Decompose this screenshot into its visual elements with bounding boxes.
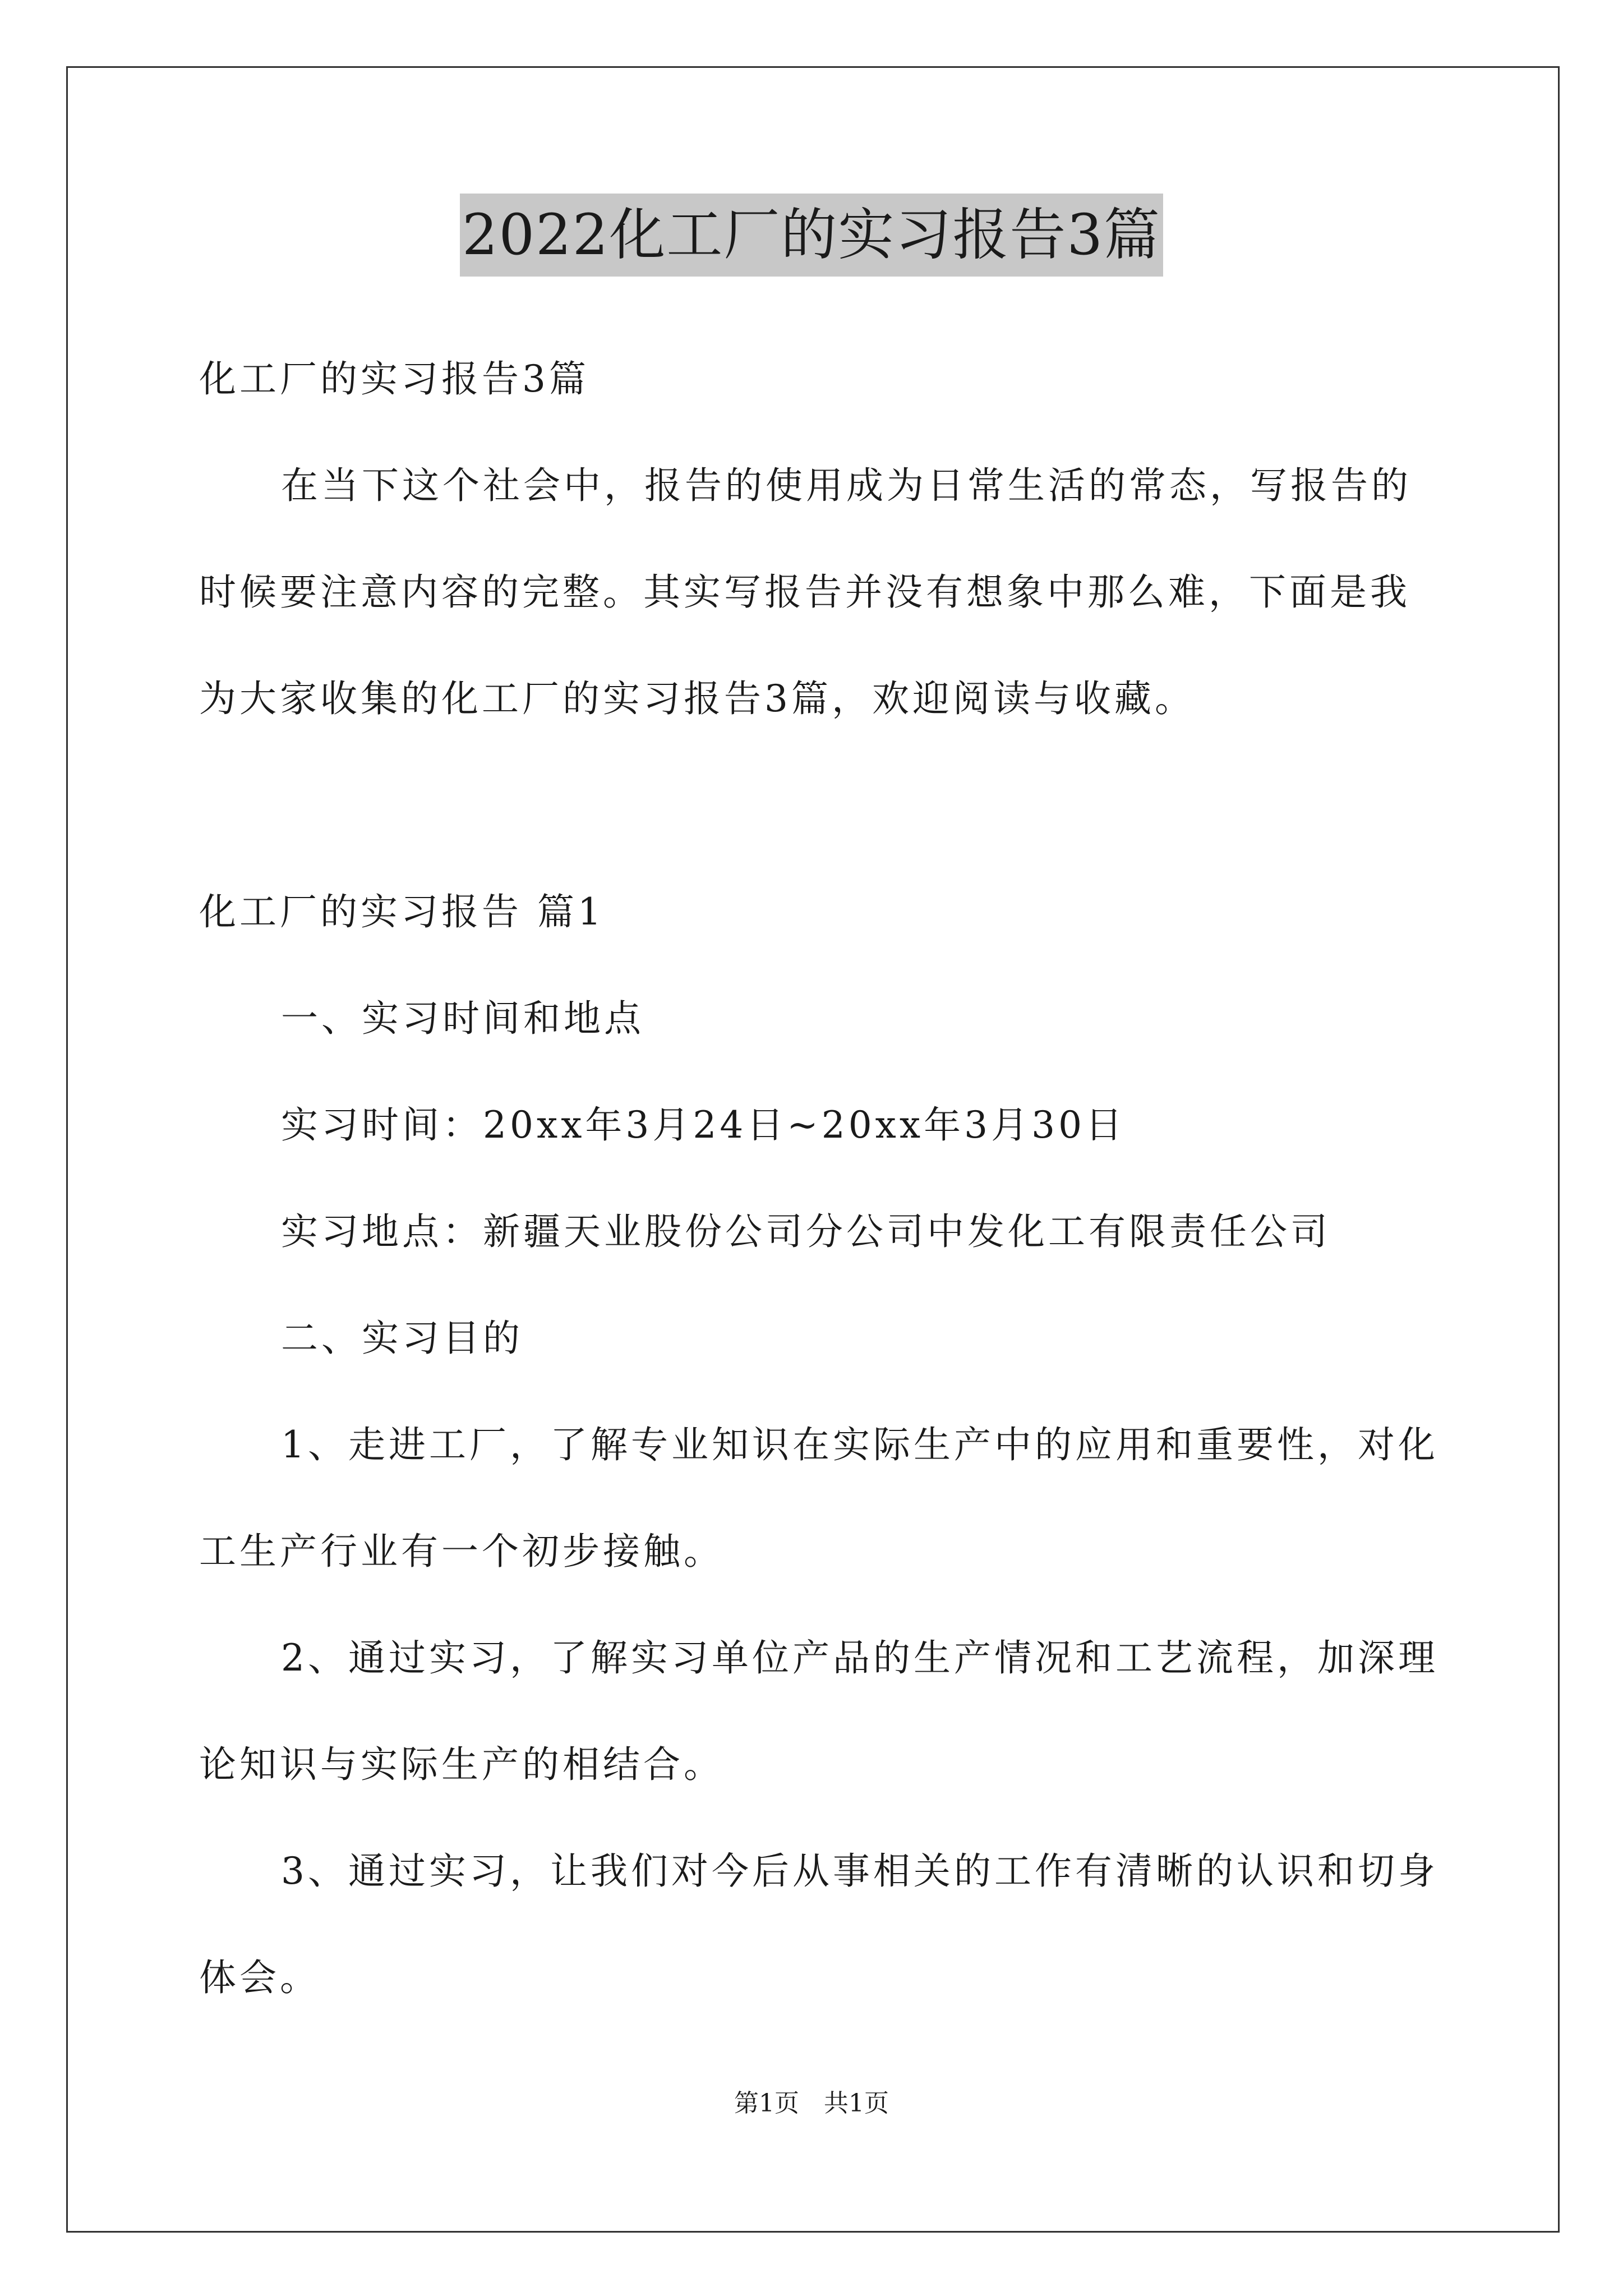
intro-line: 时候要注意内容的完整。其实写报告并没有想象中那么难，下面是我	[199, 570, 1410, 614]
document-subtitle: 化工厂的实习报告3篇	[199, 357, 589, 401]
goal-1-line: 1、走进工厂，了解专业知识在实际生产中的应用和重要性，对化	[281, 1423, 1438, 1466]
internship-place: 实习地点：新疆天业股份公司分公司中发化工有限责任公司	[281, 1210, 1331, 1253]
part2-heading: 二、实习目的	[281, 1317, 523, 1360]
intro-line: 在当下这个社会中，报告的使用成为日常生活的常态，写报告的	[281, 464, 1412, 507]
title-wrap	[0, 194, 1623, 277]
internship-time: 实习时间：20xx年3月24日~20xx年3月30日	[281, 1103, 1126, 1147]
goal-3-line: 体会。	[199, 1956, 320, 1999]
section-heading: 化工厂的实习报告 篇1	[199, 890, 605, 933]
part1-heading: 一、实习时间和地点	[281, 997, 644, 1040]
goal-2-line: 论知识与实际生产的相结合。	[199, 1743, 724, 1786]
goal-3-line: 3、通过实习，让我们对今后从事相关的工作有清晰的认识和切身	[281, 1849, 1438, 1893]
intro-line: 为大家收集的化工厂的实习报告3篇，欢迎阅读与收藏。	[199, 677, 1195, 720]
goal-1-line: 工生产行业有一个初步接触。	[199, 1530, 724, 1573]
goal-2-line: 2、通过实习，了解实习单位产品的生产情况和工艺流程，加深理	[281, 1636, 1438, 1680]
document-title: 2022化工厂的实习报告3篇	[460, 194, 1163, 277]
page-footer: 第1页 共1页	[734, 2089, 889, 2118]
